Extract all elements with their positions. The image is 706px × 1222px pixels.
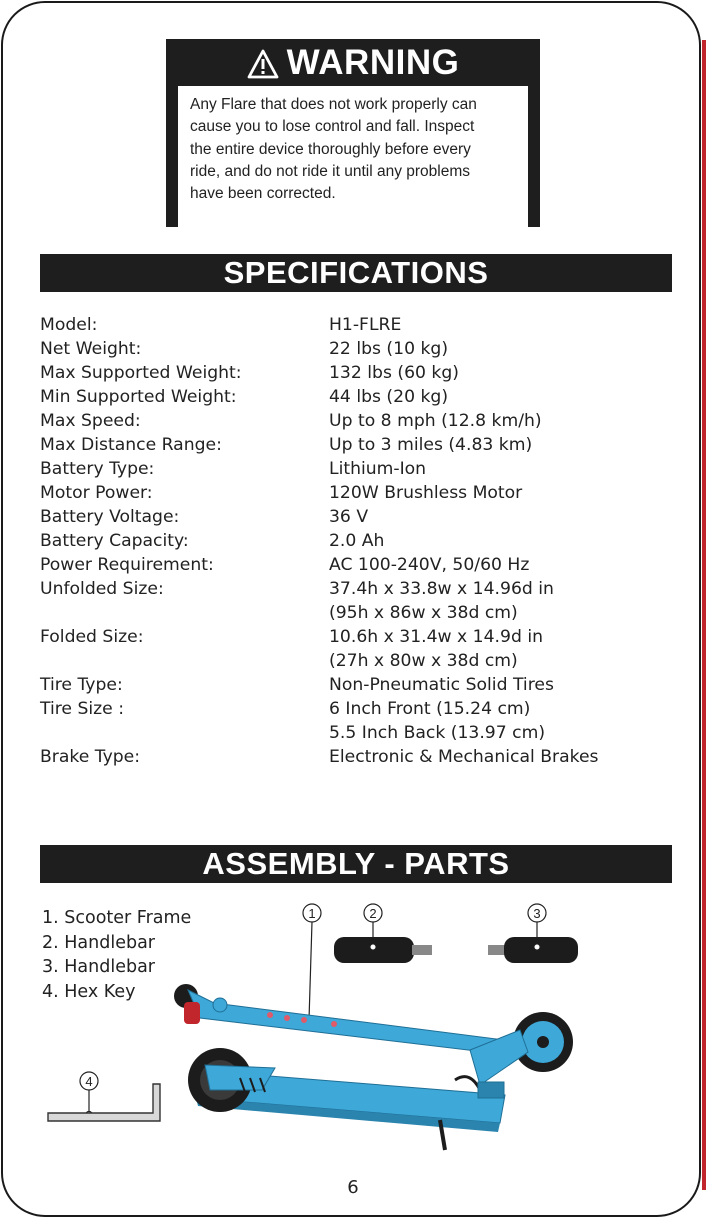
spec-row (40, 385, 680, 409)
spec-value: 36 V (329, 507, 369, 527)
spec-value: 10.6h x 31.4w x 14.9d in (329, 627, 543, 647)
warning-triangle-icon (247, 49, 279, 79)
spec-value: Non-Pneumatic Solid Tires (329, 675, 554, 695)
warning-line: the entire device thoroughly before every (190, 140, 471, 158)
spec-label: Brake Type: (40, 747, 141, 767)
parts-list-item: 3. Handlebar (42, 957, 155, 977)
spec-row (40, 505, 680, 529)
warning-line: Any Flare that does not work properly can (190, 96, 477, 113)
spec-row (40, 745, 680, 769)
spec-label: Battery Type: (40, 459, 155, 479)
warning-box (166, 39, 540, 227)
specifications-heading: SPECIFICATIONS (40, 254, 672, 292)
spec-row (40, 337, 680, 361)
scooter-frame-illustration (174, 984, 573, 1150)
spec-value: Electronic & Mechanical Brakes (329, 747, 599, 767)
warning-line: have been corrected. (190, 185, 336, 203)
warning-line: cause you to lose control and fall. Inspect (190, 118, 475, 136)
spec-label: Max Supported Weight: (40, 363, 242, 383)
warning-message-panel (178, 86, 528, 251)
hex-key-illustration (48, 1072, 160, 1121)
spec-row (40, 433, 680, 457)
spec-row (40, 697, 680, 721)
spec-row (40, 577, 680, 601)
spec-row (40, 409, 680, 433)
callout-3-label: 3 (533, 906, 541, 921)
spec-label: Tire Size : (40, 699, 125, 719)
handlebar-right-part (488, 937, 578, 963)
warning-title (166, 41, 540, 85)
assembly-heading: ASSEMBLY - PARTS (40, 845, 672, 883)
spec-label: Power Requirement: (40, 555, 214, 575)
spec-label: Tire Type: (40, 675, 123, 695)
spec-value: H1-FLRE (329, 315, 402, 335)
callout-2-label: 2 (369, 906, 377, 921)
parts-list-item: 1. Scooter Frame (42, 908, 192, 928)
spec-value: 22 lbs (10 kg) (329, 339, 449, 359)
spec-label: Max Distance Range: (40, 435, 222, 455)
spec-value: Up to 8 mph (12.8 km/h) (329, 411, 542, 431)
spec-row (40, 313, 680, 337)
spec-row (40, 721, 680, 745)
spec-value: Up to 3 miles (4.83 km) (329, 435, 533, 455)
spec-label: Unfolded Size: (40, 579, 164, 599)
spec-value: 44 lbs (20 kg) (329, 387, 449, 407)
parts-list-item: 4. Hex Key (42, 981, 136, 1002)
spec-row (40, 625, 680, 649)
spec-value: 37.4h x 33.8w x 14.96d in (329, 579, 554, 599)
spec-row (40, 649, 680, 673)
spec-row (40, 361, 680, 385)
spec-row (40, 673, 680, 697)
warning-title-text: WARNING (286, 43, 460, 82)
spec-label: Min Supported Weight: (40, 387, 237, 407)
spec-row (40, 457, 680, 481)
callout-4-label: 4 (85, 1074, 93, 1089)
spec-value: 5.5 Inch Back (13.97 cm) (329, 723, 546, 743)
handlebar-left-part (334, 937, 432, 963)
callout-1 (303, 904, 321, 1025)
spec-value: (95h x 86w x 38d cm) (329, 603, 518, 623)
spec-label: Max Speed: (40, 411, 141, 431)
specifications-table (40, 313, 680, 769)
spec-label: Folded Size: (40, 627, 144, 647)
parts-list-item: 2. Handlebar (42, 932, 155, 953)
assembly-parts-figure (0, 895, 706, 1165)
spec-label: Net Weight: (40, 339, 142, 359)
warning-message (190, 94, 518, 205)
spec-value: (27h x 80w x 38d cm) (329, 651, 518, 671)
spec-label: Battery Voltage: (40, 507, 180, 527)
spec-label: Battery Capacity: (40, 531, 189, 551)
spec-row (40, 481, 680, 505)
spec-row (40, 553, 680, 577)
warning-line: ride, and do not ride it until any problems (190, 162, 471, 180)
page-number: 6 (347, 1177, 359, 1198)
spec-value: 132 lbs (60 kg) (329, 363, 459, 383)
callout-1-label: 1 (308, 906, 316, 921)
spec-row (40, 601, 680, 625)
spec-label: Model: (40, 315, 98, 335)
spec-value: 120W Brushless Motor (329, 483, 523, 503)
spec-value: 6 Inch Front (15.24 cm) (329, 699, 531, 719)
spec-value: Lithium-Ion (329, 459, 427, 479)
spec-row (40, 529, 680, 553)
spec-value: 2.0 Ah (329, 531, 385, 551)
spec-value: AC 100-240V, 50/60 Hz (329, 555, 530, 575)
spec-label: Motor Power: (40, 483, 153, 503)
